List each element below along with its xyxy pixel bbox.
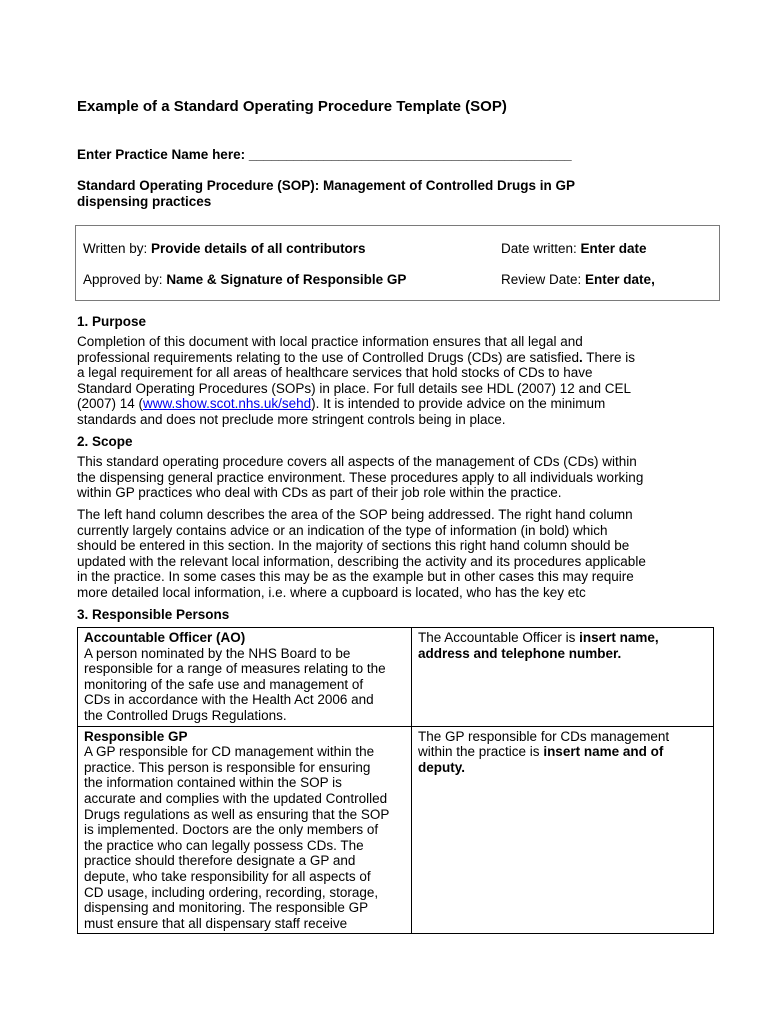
table-cell bbox=[412, 726, 714, 934]
purpose-heading: 1. Purpose bbox=[77, 314, 147, 329]
approved-by-value: Name & Signature of Responsible GP bbox=[166, 272, 407, 287]
cell-heading: Responsible GP bbox=[84, 728, 188, 744]
approved-by-label: Approved by: bbox=[83, 272, 167, 287]
table-row bbox=[78, 628, 714, 727]
table-cell bbox=[78, 628, 412, 727]
review-date-value: Enter date, bbox=[585, 272, 655, 287]
written-by-row bbox=[83, 241, 366, 256]
sehd-link[interactable]: www.show.scot.nhs.uk/sehd bbox=[143, 396, 312, 412]
scope-paragraph-2: The left hand column describes the area of the SOP being addressed. The right hand column currently largely contains advice or an indication of the type of information (in bold) which should be entered in this section. In the majority of sections this right hand column should be updated with the relevant local information, describing the activity and its procedures applicable in the practice. In some cases this may be as the example but in other cases this may require more detailed local information, i.e. where a cupboard is located, who has the key etc bbox=[77, 507, 646, 600]
written-by-value: Provide details of all contributors bbox=[151, 241, 366, 256]
responsible-persons-heading: 3. Responsible Persons bbox=[77, 607, 230, 622]
cell-heading: Accountable Officer (AO) bbox=[84, 630, 246, 645]
sop-heading: Standard Operating Procedure (SOP): Management of Controlled Drugs in GP dispensing practices bbox=[77, 178, 575, 209]
cell-text: A person nominated by the NHS Board to be responsible for a range of measures relating to the monitoring of the safe use and management of CDs in accordance with the Health Act 2006 and the Controlled Drugs Regulations. bbox=[84, 645, 386, 723]
cell-text: A GP responsible for CD management within the practice. This person is responsible for ensuring the information contained within the SOP is accurate and complies with the updated Controlled Drugs regulations as well as ensuring that the SOP is implemented. Doctors are the only members of the practice who can legally possess CDs. The practice should therefore designate a GP and depute, who take responsibility for all aspects of CD usage, including ordering, recording, storage, dispensing and monitoring. The responsible GP must ensure that all dispensary staff receive bbox=[84, 744, 390, 931]
practice-name-line: Enter Practice Name here: ___________________________________________ bbox=[77, 147, 572, 162]
purpose-paragraph bbox=[77, 334, 697, 428]
table-row bbox=[78, 726, 714, 934]
purpose-text-c: There is a legal requirement for all areas of healthcare services that hold stocks of CDs to have Standard Operating Procedures (SOPs) in place. For full details see HDL (2007) 12 and CEL (2007) 14 ( bbox=[77, 349, 636, 412]
purpose-text-b: . bbox=[579, 349, 583, 365]
responsible-persons-table bbox=[77, 627, 714, 934]
written-by-label: Written by: bbox=[83, 241, 152, 256]
review-date-label: Review Date: bbox=[501, 272, 586, 287]
purpose-text-a: Completion of this document with local practice information ensures that all legal and professional requirements relating to the use of Controlled Drugs (CDs) are satisfied bbox=[77, 334, 583, 365]
table-cell bbox=[78, 726, 412, 934]
cell-placeholder: insert name, address and telephone number. bbox=[418, 630, 659, 661]
scope-paragraph-1: This standard operating procedure covers all aspects of the management of CDs (CDs) within the dispensing general practice environment. These procedures apply to all individuals working within GP practices who deal with CDs as part of their job role within the practice. bbox=[77, 454, 644, 501]
date-written-row bbox=[501, 241, 647, 256]
cell-text: The Accountable Officer is bbox=[418, 630, 580, 645]
purpose-text-d: ). It is intended to provide advice on the minimum standards and does not preclude more stringent controls being in place. bbox=[77, 396, 606, 427]
document-title: Example of a Standard Operating Procedure Template (SOP) bbox=[77, 98, 507, 115]
table-cell bbox=[412, 628, 714, 727]
approved-by-row bbox=[83, 272, 406, 287]
cell-placeholder: insert name and of deputy. bbox=[418, 744, 664, 775]
date-written-label: Date written: bbox=[501, 241, 581, 256]
cell-text: The GP responsible for CDs management within the practice is bbox=[418, 728, 670, 760]
scope-heading: 2. Scope bbox=[77, 434, 133, 449]
date-written-value: Enter date bbox=[580, 241, 647, 256]
review-date-row bbox=[501, 272, 655, 287]
authorship-box bbox=[75, 225, 720, 301]
